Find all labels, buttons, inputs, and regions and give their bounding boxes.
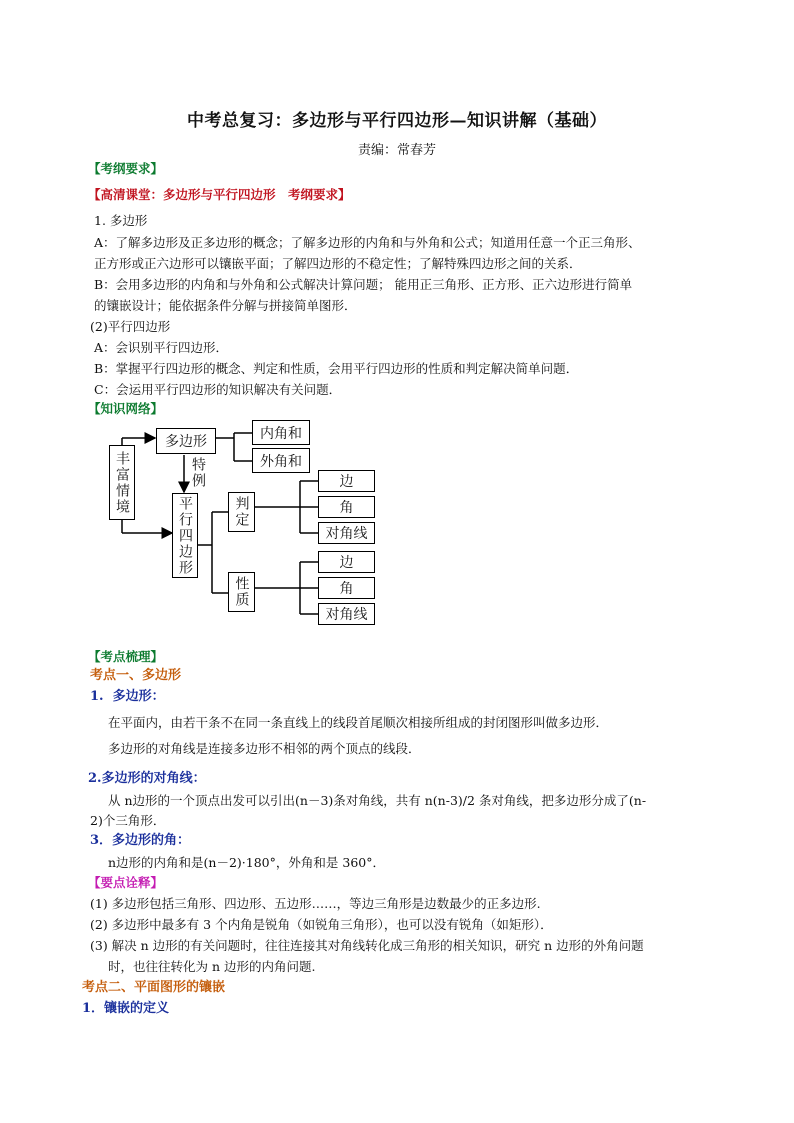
subheading-text: 多边形：	[112, 689, 165, 704]
box-rich-context: 丰富情境	[109, 445, 135, 520]
box-outer-angle-sum: 外角和	[252, 448, 310, 473]
subheading-diagonals: 2.多边形的对角线：	[88, 771, 206, 786]
paragraph-diagonal-count: 从 n边形的一个顶点出发可以引出(n－3)条对角线，共有 n(n-3)/2 条对角线，把多边形分成了(n-	[108, 793, 647, 808]
note-line: 时，也往往转化为 n 边形的内角问题.	[108, 959, 316, 974]
knowledge-network-diagram	[100, 415, 390, 630]
req-line: C：会运用平行四边形的知识解决有关问题．	[94, 382, 342, 397]
paragraph-polygon-definition: 在平面内，由若干条不在同一条直线上的线段首尾顺次相接所组成的封闭图形叫做多边形．	[108, 715, 609, 730]
section-kaogang: 【考纲要求】	[88, 161, 164, 176]
req-line: B：会用多边形的内角和与外角和公式解决计算问题； 能用正三角形、正方形、正六边形进行简单	[94, 277, 633, 292]
box-angle: 角	[318, 577, 375, 599]
box-diagonal: 对角线	[318, 522, 375, 544]
box-property: 性质	[228, 572, 255, 612]
req-line: B：掌握平行四边形的概念、判定和性质，会用平行四边形的性质和判定解决简单问题．	[94, 361, 579, 376]
box-side: 边	[318, 470, 375, 492]
note-line: (1) 多边形包括三角形、四边形、五边形……，等边三角形是边数最少的正多边形.	[90, 896, 541, 911]
subheading-number: 1.	[90, 689, 104, 704]
paragraph-diagonal-definition: 多边形的对角线是连接多边形不相邻的两个顶点的线段．	[108, 741, 421, 756]
req-line: 1. 多边形	[94, 213, 148, 228]
point-two-heading: 考点二、平面图形的镶嵌	[82, 980, 226, 995]
req-line: 正方形或正六边形可以镶嵌平面；了解四边形的不稳定性；了解特殊四边形之间的关系．	[94, 256, 582, 271]
section-gaoqing: 【高清课堂：多边形与平行四边形 考纲要求】	[88, 187, 351, 202]
box-judgement: 判定	[228, 492, 255, 532]
box-side: 边	[318, 551, 375, 573]
label-special-case: 特例	[190, 457, 206, 489]
note-line: (2) 多边形中最多有 3 个内角是锐角（如锐角三角形），也可以没有锐角（如矩形）．	[90, 917, 553, 932]
section-wangluo: 【知识网络】	[88, 401, 164, 416]
paragraph-angle-sum: n边形的内角和是(n－2)·180°，外角和是 360°．	[108, 855, 385, 870]
req-line: (2)平行四边形	[90, 319, 171, 334]
box-polygon: 多边形	[156, 428, 216, 454]
note-line: (3) 解决 n 边形的有关问题时，往往连接其对角线转化成三角形的相关知识，研究 n 边形的外角问题	[90, 938, 644, 953]
req-line: 的镶嵌设计；能依据条件分解与拼接简单图形．	[94, 298, 357, 313]
author-line: 责编：常春芳	[357, 143, 436, 158]
box-parallelogram: 平行四边形	[172, 493, 198, 578]
box-inner-angle-sum: 内角和	[252, 420, 310, 445]
subheading-angles: 3．多边形的角：	[90, 833, 191, 848]
section-quanshi: 【要点诠释】	[88, 875, 164, 890]
box-diagonal: 对角线	[318, 603, 375, 625]
subheading-polygon	[90, 688, 165, 706]
page-title: 中考总复习：多边形与平行四边形—知识讲解（基础）	[187, 111, 607, 131]
req-line: A：了解多边形及正多边形的概念；了解多边形的内角和与外角和公式；知道用任意一个正三角形、	[94, 235, 641, 250]
req-line: A：会识别平行四边形．	[94, 340, 229, 355]
section-shuli: 【考点梳理】	[88, 649, 164, 664]
point-one-heading: 考点一、多边形	[90, 668, 182, 683]
box-angle: 角	[318, 496, 375, 518]
paragraph-diagonal-count-cont: 2)个三角形．	[90, 813, 166, 828]
subheading-tessellation-definition: 1．镶嵌的定义	[82, 1001, 170, 1016]
